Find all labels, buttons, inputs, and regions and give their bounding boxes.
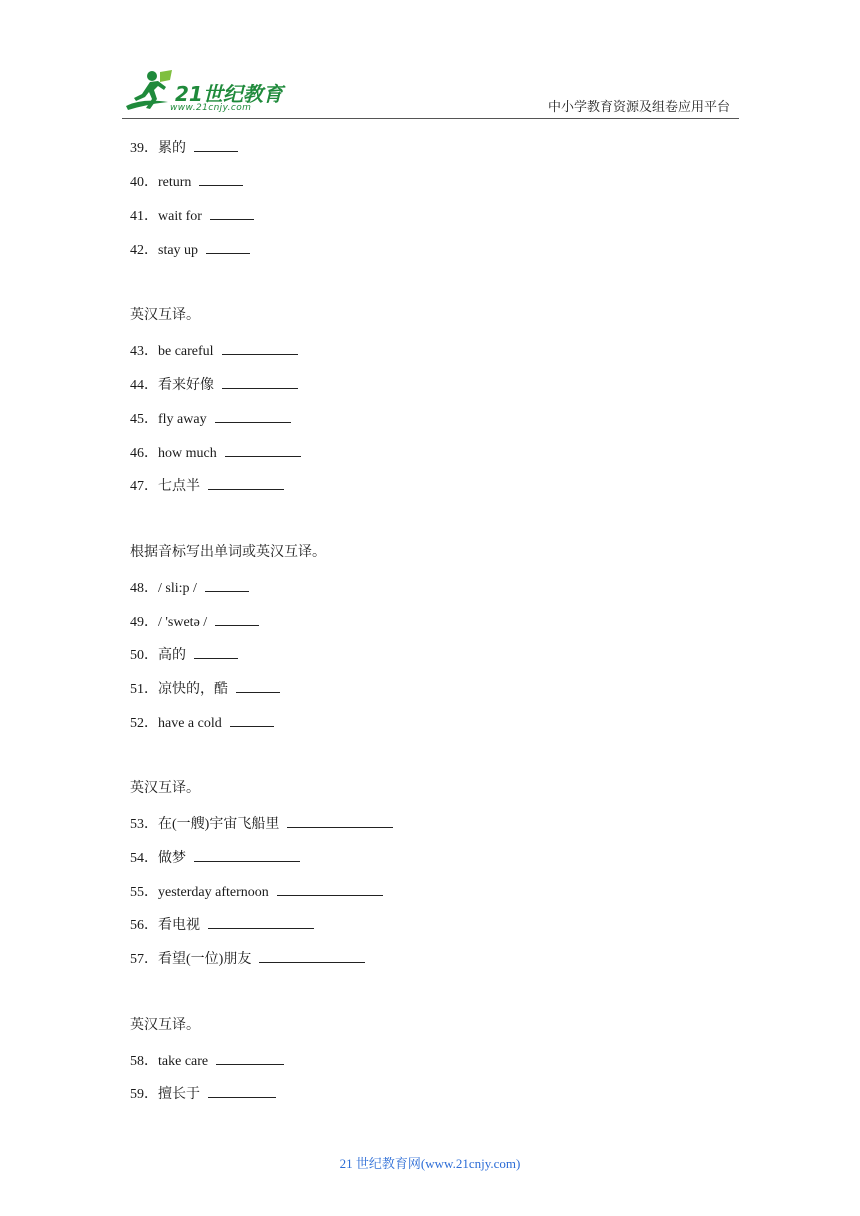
item-number: 57． — [130, 952, 158, 967]
answer-blank[interactable] — [208, 1083, 276, 1098]
answer-blank[interactable] — [194, 137, 238, 152]
item-number: 50． — [130, 648, 158, 663]
answer-blank[interactable] — [230, 712, 274, 727]
exercise-item — [130, 611, 259, 631]
answer-blank[interactable] — [208, 914, 314, 929]
exercise-item — [130, 712, 274, 732]
exercise-item — [130, 948, 365, 968]
item-text: 看电视 — [158, 918, 200, 933]
exercise-item — [130, 442, 301, 462]
exercise-item — [130, 577, 249, 597]
exercise-item — [130, 340, 298, 360]
item-text: have a cold — [158, 716, 222, 731]
item-number: 44． — [130, 378, 158, 393]
item-text: be careful — [158, 344, 214, 359]
item-number: 42． — [130, 243, 158, 258]
item-text: return — [158, 175, 192, 190]
exercise-item — [130, 813, 393, 833]
item-text: 做梦 — [158, 851, 186, 866]
answer-blank[interactable] — [210, 205, 254, 220]
answer-blank[interactable] — [208, 475, 284, 490]
answer-blank[interactable] — [215, 408, 291, 423]
exercise-item — [130, 408, 291, 428]
answer-blank[interactable] — [215, 611, 259, 626]
page-footer: 21 世纪教育网(www.21cnjy.com) — [339, 1156, 521, 1171]
answer-blank[interactable] — [194, 644, 238, 659]
item-number: 48． — [130, 581, 158, 596]
exercise-item — [130, 644, 238, 664]
item-number: 40． — [130, 175, 158, 190]
item-number: 47． — [130, 479, 158, 494]
item-number: 53． — [130, 817, 158, 832]
logo-url: www.21cnjy.com — [170, 103, 252, 113]
answer-blank[interactable] — [206, 239, 250, 254]
answer-blank[interactable] — [225, 442, 301, 457]
exercise-item — [130, 1083, 276, 1103]
item-text: 累的 — [158, 141, 186, 156]
item-number: 45． — [130, 412, 158, 427]
item-number: 52． — [130, 716, 158, 731]
item-text: / sli:p / — [158, 581, 197, 596]
exercise-item — [130, 881, 383, 901]
item-text: 七点半 — [158, 479, 200, 494]
item-text: 擅长于 — [158, 1087, 200, 1102]
item-number: 39． — [130, 141, 158, 156]
item-text: wait for — [158, 209, 202, 224]
item-text: 看来好像 — [158, 378, 214, 393]
item-text: 高的 — [158, 648, 186, 663]
item-text: stay up — [158, 243, 199, 258]
item-number: 56． — [130, 918, 158, 933]
item-text: yesterday afternoon — [158, 885, 269, 900]
answer-blank[interactable] — [259, 948, 365, 963]
answer-blank[interactable] — [199, 171, 243, 186]
exercise-item — [130, 475, 284, 495]
answer-blank[interactable] — [205, 577, 249, 592]
item-number: 59． — [130, 1087, 158, 1102]
section-heading: 根据音标写出单词或英汉互译。 — [130, 545, 326, 560]
exercise-item — [130, 171, 243, 191]
exercise-item — [130, 914, 314, 934]
item-text: how much — [158, 446, 217, 461]
answer-blank[interactable] — [277, 881, 383, 896]
header-divider — [122, 118, 739, 119]
item-number: 41． — [130, 209, 158, 224]
item-text: fly away — [158, 412, 207, 427]
item-text: 看望(一位)朋友 — [158, 952, 252, 967]
answer-blank[interactable] — [194, 847, 300, 862]
exercise-item — [130, 137, 238, 157]
exercise-item — [130, 205, 254, 225]
logo — [122, 68, 292, 116]
section-heading: 英汉互译。 — [130, 1018, 200, 1033]
item-number: 55． — [130, 885, 158, 900]
page-header — [0, 0, 860, 120]
answer-blank[interactable] — [236, 678, 280, 693]
item-text: 在(一艘)宇宙飞船里 — [158, 817, 280, 832]
item-text: take care — [158, 1054, 209, 1069]
exercise-item — [130, 678, 280, 698]
item-number: 43． — [130, 344, 158, 359]
section-heading: 英汉互译。 — [130, 308, 200, 323]
exercise-item — [130, 1050, 284, 1070]
answer-blank[interactable] — [222, 340, 298, 355]
item-number: 49． — [130, 615, 158, 630]
logo-text: 21世纪教育 — [175, 82, 283, 106]
item-text: 凉快的，酷 — [158, 682, 228, 697]
answer-blank[interactable] — [287, 813, 393, 828]
answer-blank[interactable] — [222, 374, 298, 389]
item-number: 46． — [130, 446, 158, 461]
section-heading: 英汉互译。 — [130, 781, 200, 796]
platform-title: 中小学教育资源及组卷应用平台 — [547, 99, 730, 114]
item-number: 58． — [130, 1054, 158, 1069]
exercise-item — [130, 239, 250, 259]
answer-blank[interactable] — [216, 1050, 284, 1065]
item-number: 54． — [130, 851, 158, 866]
item-number: 51． — [130, 682, 158, 697]
item-text: / 'swetə / — [158, 615, 208, 630]
exercise-item — [130, 374, 298, 394]
exercise-item — [130, 847, 300, 867]
